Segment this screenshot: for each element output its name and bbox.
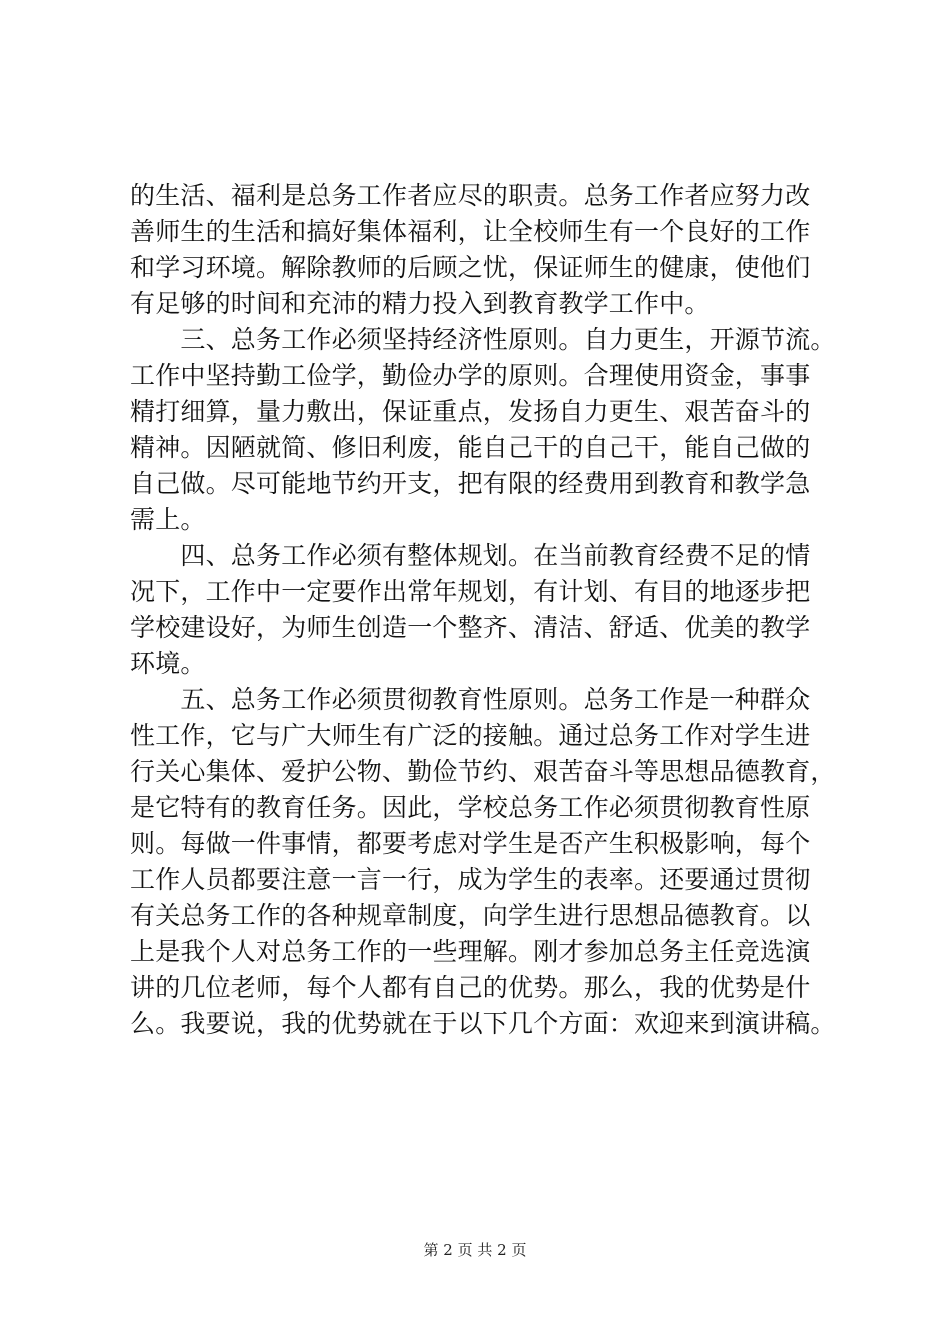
text-line: 善师生的生活和搞好集体福利，让全校师生有一个良好的工作 — [130, 217, 811, 246]
text-line: 有关总务工作的各种规章制度，向学生进行思想品德教育。以 — [130, 901, 811, 930]
text-line: 讲的几位老师，每个人都有自己的优势。那么，我的优势是什 — [130, 973, 811, 1002]
text-line: 工作中坚持勤工俭学，勤俭办学的原则。合理使用资金，事事 — [130, 361, 811, 390]
text-line: 工作人员都要注意一言一行，成为学生的表率。还要通过贯彻 — [130, 865, 811, 894]
text-line: 性工作，它与广大师生有广泛的接触。通过总务工作对学生进 — [130, 721, 811, 750]
text-line: 么。我要说，我的优势就在于以下几个方面：欢迎来到演讲稿。 — [130, 1009, 836, 1038]
text-line: 环境。 — [130, 649, 206, 678]
text-line: 行关心集体、爱护公物、勤俭节约、艰苦奋斗等思想品德教育， — [130, 757, 836, 786]
text-line: 自己做。尽可能地节约开支，把有限的经费用到教育和教学急 — [130, 469, 811, 498]
page-number-footer: 第 2 页 共 2 页 — [423, 1241, 527, 1259]
text-line: 五、总务工作必须贯彻教育性原则。总务工作是一种群众 — [130, 685, 811, 714]
text-line: 四、总务工作必须有整体规划。在当前教育经费不足的情 — [130, 541, 811, 570]
text-line: 上是我个人对总务工作的一些理解。刚才参加总务主任竞选演 — [130, 937, 811, 966]
text-line: 和学习环境。解除教师的后顾之忧，保证师生的健康，使他们 — [130, 253, 811, 282]
text-line: 精打细算，量力敷出，保证重点，发扬自力更生、艰苦奋斗的 — [130, 397, 811, 426]
text-line: 需上。 — [130, 505, 206, 534]
text-line: 是它特有的教育任务。因此，学校总务工作必须贯彻教育性原 — [130, 793, 811, 822]
text-line: 三、总务工作必须坚持经济性原则。自力更生，开源节流。 — [130, 325, 836, 354]
text-line: 学校建设好，为师生创造一个整齐、清洁、舒适、优美的教学 — [130, 613, 811, 642]
text-line: 有足够的时间和充沛的精力投入到教育教学工作中。 — [130, 289, 710, 318]
text-line: 况下，工作中一定要作出常年规划，有计划、有目的地逐步把 — [130, 577, 811, 606]
text-line: 则。每做一件事情，都要考虑对学生是否产生积极影响，每个 — [130, 829, 811, 858]
text-line: 的生活、福利是总务工作者应尽的职责。总务工作者应努力改 — [130, 181, 811, 210]
body-text — [130, 178, 836, 1042]
text-line: 精神。因陋就简、修旧利废，能自己干的自己干，能自己做的 — [130, 433, 811, 462]
